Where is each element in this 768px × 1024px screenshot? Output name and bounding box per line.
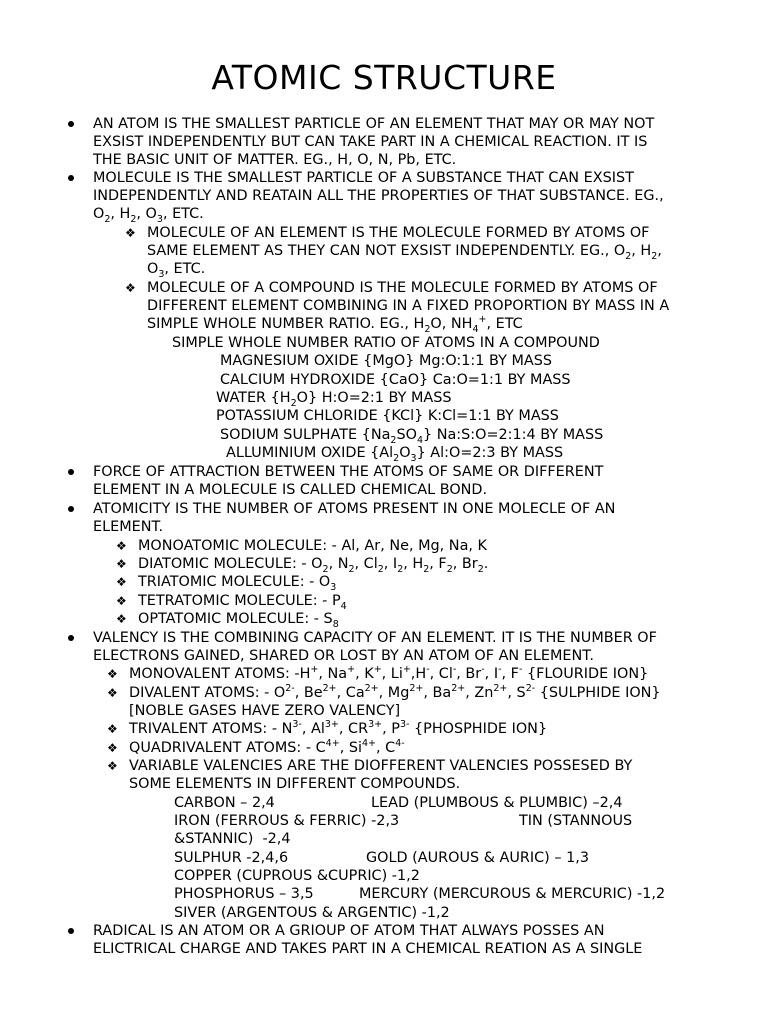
text-line: EXSIST INDEPENDENTLY BUT CAN TAKE PART IN A CHEMICAL REACTION. IT IS [93,134,648,150]
text-line: SIVER (ARGENTOUS & ARGENTIC) -1,2 [174,905,450,921]
text-line: ELECTRONS GAINED, SHARED OR LOST BY AN ATOM OF AN ELEMENT. [93,648,594,664]
text-line: AN ATOM IS THE SMALLEST PARTICLE OF AN ELEMENT THAT MAY OR MAY NOT [93,116,655,132]
text-line: GOLD (AUROUS & AURIC) – 1,3 [366,850,590,866]
text-line: &STANNIC) -2,4 [174,831,291,847]
text-line: VARIABLE VALENCIES ARE THE DIOFFERENT VALENCIES POSSESED BY [129,758,633,774]
text-line: SULPHUR -2,4,6 [174,850,289,866]
text-line: $O_3$, ETC. [147,261,206,280]
text-line: IRON (FERROUS & FERRIC) -2,3 [174,813,400,829]
text-line: [NOBLE GASES HAVE ZERO VALENCY] [129,703,401,719]
text-line: SIMPLE WHOLE NUMBER RATIO. EG., $H_2O$, $NH_4^+$, ETC [147,314,523,335]
bullet-dot-icon [68,506,74,512]
text-line: LEAD (PLUMBOUS & PLUMBIC) –2,4 [371,795,623,811]
text-line: MAGNESIUM OXIDE {MgO} Mg:O:1:1 BY MASS [220,353,552,369]
text-line: SIMPLE WHOLE NUMBER RATIO OF ATOMS IN A COMPOUND [172,335,600,351]
text-line: FORCE OF ATTRACTION BETWEEN THE ATOMS OF SAME OR DIFFERENT [93,464,604,480]
bullet-dot-icon [68,635,74,641]
text-line: ATOMICITY IS THE NUMBER OF ATOMS PRESENT IN ONE MOLECLE OF AN [93,501,616,517]
text-line: SAME ELEMENT AS THEY CAN NOT EXSIST INDEPENDENTLY. EG., $O_2$, $H_2$, [147,243,662,262]
bullet-diamond-icon: ❖ [125,226,136,240]
text-line: WATER $\{H_2O\}$ H:O=2:1 BY MASS [216,390,452,409]
text-line: MONOATOMIC MOLECULE: - Al, Ar, Ne, Mg, Na, K [138,538,487,554]
text-line: $O_2$, $H_2$, $O_3$, ETC. [93,206,204,225]
bullet-diamond-icon: ❖ [116,557,127,571]
page-title: ATOMIC STRUCTURE [211,58,557,97]
bullet-diamond-icon: ❖ [107,741,118,755]
text-line: TRIATOMIC MOLECULE: - $O_3$ [138,574,337,593]
text-line: OPTATOMIC MOLECULE: - $S_8$ [138,611,339,630]
text-line: SOME ELEMENTS IN DIFFERENT COMPOUNDS. [129,776,461,792]
bullet-diamond-icon: ❖ [107,759,118,773]
text-line: ELICTRICAL CHARGE AND TAKES PART IN A CHEMICAL REATION AS A SINGLE [93,941,643,957]
bullet-dot-icon [68,469,74,475]
text-line: ELEMENT. [93,519,164,535]
text-line: DIVALENT ATOMS: - $O^{2-}$, $Be^{2+}$, $Ca^{2+}$, $Mg^{2+}$, $Ba^{2+}$, $Zn^{2+}$, $S^{2-}$ {SULPHIDE ION} [129,683,661,701]
text-line: THE BASIC UNIT OF MATTER. EG., H, O, N, Pb, ETC. [93,152,457,168]
text-line: MONOVALENT ATOMS: -H+, Na+, K+, Li+,H-, Cl-, Br-, I-, F- {FLOURIDE ION} [129,664,649,682]
bullet-diamond-icon: ❖ [107,686,118,700]
bullet-diamond-icon: ❖ [116,612,127,626]
text-line: POTASSIUM CHLORIDE {KCl} K:Cl=1:1 BY MASS [216,408,559,424]
bullet-diamond-icon: ❖ [107,722,118,736]
text-line: TRIVALENT ATOMS: - $N^{3-}$, $Al^{3+}$, $CR^{3+}$, $P^{3-}$ {PHOSPHIDE ION} [129,719,548,737]
text-line: SODIUM SULPHATE $\{Na_2SO_4\}$ Na:S:O=2:1:4 BY MASS [220,427,604,446]
text-line: DIFFERENT ELEMENT COMBINING IN A FIXED PROPORTION BY MASS IN A [147,298,670,314]
bullet-dot-icon [68,121,74,127]
text-line: INDEPENDENTLY AND REATAIN ALL THE PROPERTIES OF THAT SUBSTANCE. EG., [93,188,664,204]
text-line: COPPER (CUPROUS &CUPRIC) -1,2 [174,868,420,884]
text-line: RADICAL IS AN ATOM OR A GRIOUP OF ATOM THAT ALWAYS POSSES AN [93,923,605,939]
text-line: TIN (STANNOUS [519,813,633,829]
text-line: DIATOMIC MOLECULE: - $O_2$, $N_2$, $Cl_2$, $I_2$, $H_2$, $F_2$, $Br_2$. [138,556,489,575]
text-line: TETRATOMIC MOLECULE: - $P_4$ [138,593,347,612]
bullet-diamond-icon: ❖ [107,667,118,681]
text-line: MOLECULE OF A COMPOUND IS THE MOLECULE FORMED BY ATOMS OF [147,280,658,296]
text-line: ELEMENT IN A MOLECULE IS CALLED CHEMICAL BOND. [93,482,488,498]
text-line: VALENCY IS THE COMBINING CAPACITY OF AN ELEMENT. IT IS THE NUMBER OF [93,630,657,646]
text-line: CARBON – 2,4 [174,795,275,811]
bullet-diamond-icon: ❖ [116,575,127,589]
text-line: ALLUMINIUM OXIDE $\{Al_2O_3\}$ Al:O=2:3 BY MASS [226,445,564,464]
text-line: MOLECULE IS THE SMALLEST PARTICLE OF A SUBSTANCE THAT CAN EXSIST [93,170,634,186]
bullet-dot-icon [68,175,74,181]
text-line: CALCIUM HYDROXIDE {CaO} Ca:O=1:1 BY MASS [220,372,571,388]
text-line: QUADRIVALENT ATOMS: - $C^{4+}$, $Si^{4+}$, $C^{4-}$ [129,738,405,756]
text-line: PHOSPHORUS – 3,5 [174,886,314,902]
bullet-diamond-icon: ❖ [116,594,127,608]
text-line: MOLECULE OF AN ELEMENT IS THE MOLECULE FORMED BY ATOMS OF [147,225,650,241]
bullet-diamond-icon: ❖ [116,539,127,553]
bullet-dot-icon [68,928,74,934]
bullet-diamond-icon: ❖ [125,281,136,295]
text-line: MERCURY (MERCUROUS & MERCURIC) -1,2 [359,886,666,902]
